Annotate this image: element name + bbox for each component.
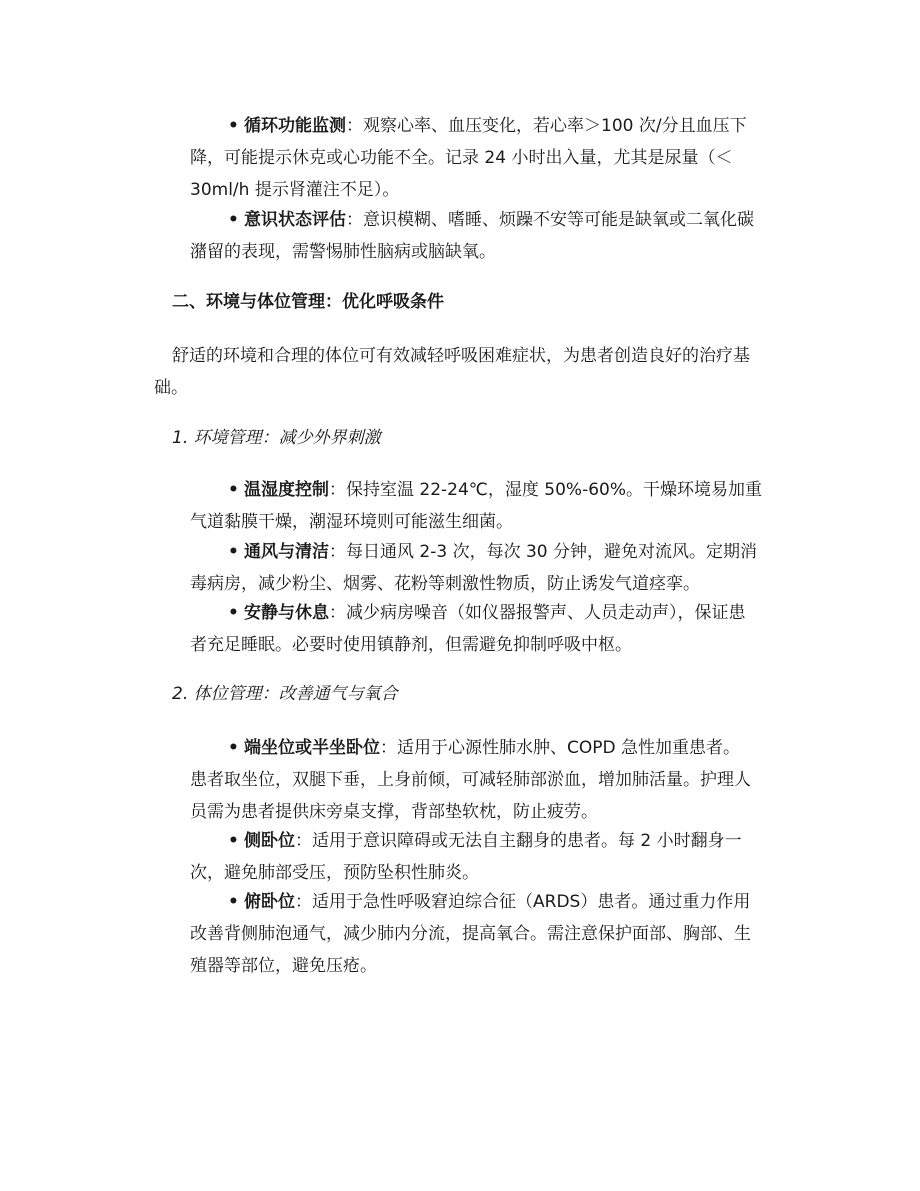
bullet-dot: • [228, 542, 239, 562]
subheading-position: 2. 体位管理：改善通气与氧合 [172, 684, 398, 704]
bullet-temperature-humidity: • 温湿度控制：保持室温 22-24℃，湿度 50%-60%。干燥环境易加重 气道黏膜干燥，潮湿环境则可能滋生细菌。 [190, 474, 790, 538]
bullet-dot: • [228, 603, 239, 623]
bullet-quiet-rest: • 安静与休息：减少病房噪音（如仪器报警声、人员走动声），保证患 者充足睡眠。必要时使用镇静剂，但需避免抑制呼吸中枢。 [190, 597, 790, 661]
bullet-dot: • [228, 892, 239, 912]
bullet-lateral-position: • 侧卧位：适用于意识障碍或无法自主翻身的患者。每 2 小时翻身一 次，避免肺部受压，预防坠积性肺炎。 [190, 825, 790, 889]
bullet-ventilation-cleaning: • 通风与清洁：每日通风 2-3 次，每次 30 分钟，避免对流风。定期消 毒病房，减少粉尘、烟雾、花粉等刺激性物质，防止诱发气道痉挛。 [190, 536, 790, 600]
bullet-dot: • [228, 480, 239, 500]
section-heading: 二、环境与体位管理：优化呼吸条件 [172, 292, 444, 312]
bullet-dot: • [228, 116, 239, 136]
bullet-dot: • [228, 210, 239, 230]
bullet-circulation-monitoring: • 循环功能监测：观察心率、血压变化，若心率＞100 次/分且血压下 降，可能提示休克或心功能不全。记录 24 小时出入量，尤其是尿量（＜ 30ml/h 提示肾灌注不足）。 [190, 110, 790, 206]
bullet-prone-position: • 俯卧位：适用于急性呼吸窘迫综合征（ARDS）患者。通过重力作用 改善背侧肺泡通气，减少肺内分流，提高氧合。需注意保护面部、胸部、生 殖器等部位，避免压疮。 [190, 886, 790, 982]
bullet-consciousness-assessment: • 意识状态评估：意识模糊、嗜睡、烦躁不安等可能是缺氧或二氧化碳 潴留的表现，需警惕肺性脑病或脑缺氧。 [190, 204, 790, 268]
bullet-dot: • [228, 831, 239, 851]
subheading-environment: 1. 环境管理：减少外界刺激 [172, 428, 381, 448]
intro-paragraph: 舒适的环境和合理的体位可有效减轻呼吸困难症状，为患者创造良好的治疗基 础。 [154, 346, 750, 398]
bullet-sitting-position: • 端坐位或半坐卧位：适用于心源性肺水肿、COPD 急性加重患者。 患者取坐位，双腿下垂，上身前倾，可减轻肺部淤血，增加肺活量。护理人 员需为患者提供床旁桌支撑，背部垫软枕，防止疲劳。 [190, 732, 790, 828]
bullet-dot: • [228, 738, 239, 758]
